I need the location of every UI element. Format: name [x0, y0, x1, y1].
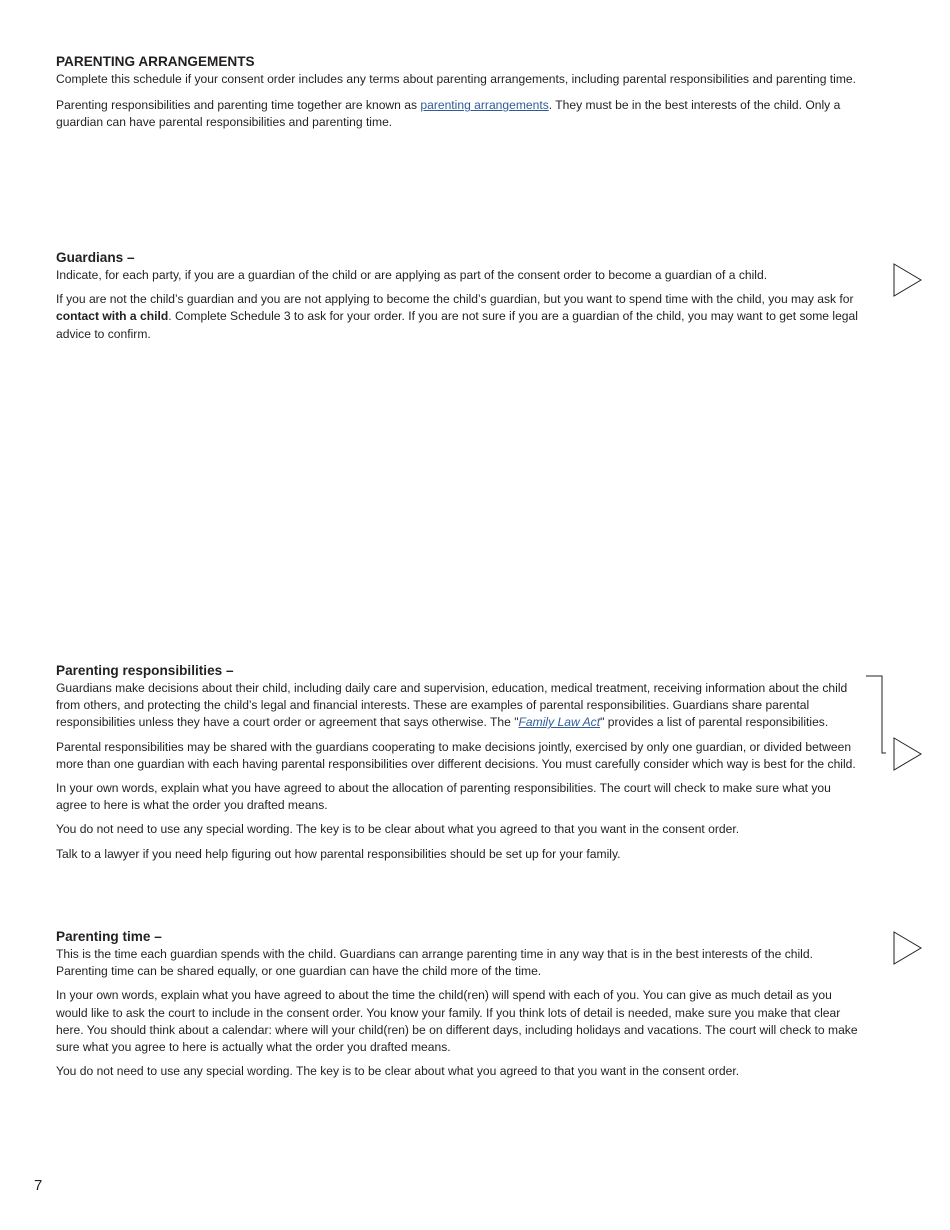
parenting-responsibilities-arrow-icon[interactable] [893, 737, 923, 771]
contact-with-child-term: contact with a child [56, 309, 169, 324]
parenting-time-heading: Parenting time – [56, 929, 162, 944]
parenting-responsibilities-heading: Parenting responsibilities – [56, 663, 234, 678]
parenting-responsibilities-p4: You do not need to use any special wording. The key is to be clear about what you agreed to that you want in the consent order. [56, 822, 740, 837]
guardians-heading: Guardians – [56, 250, 135, 265]
parenting-time-p3: You do not need to use any special wording. The key is to be clear about what you agreed to that you want in the consent order. [56, 1064, 740, 1079]
parenting-arrangements-section [56, 53, 864, 139]
parenting-arrangements-intro: Complete this schedule if your consent order includes any terms about parenting arrangements, including parental responsibilities and parenting time. [56, 72, 856, 86]
page-number: 7 [34, 1177, 43, 1194]
parenting-time-p2: In your own words, explain what you have agreed to about the time the child(ren) will spend with each of you. You can give as much detail as you would like to ask the court to include in the consent order. You know your family. If you think lots of detail is needed, make sure you make that clear here. You should think about a calendar: where will your child(ren) be on different days, including holidays and vacations. The court will check to make sure what you agree to here is actually what the order you drafted means. [56, 988, 858, 1055]
parenting-time-arrow-icon[interactable] [893, 931, 923, 965]
parenting-time-section [56, 928, 864, 1087]
guardians-section [56, 249, 864, 350]
parenting-responsibilities-p3: In your own words, explain what you have agreed to about the allocation of parenting responsibilities. The court will check to make sure what you agree to here is what the order you drafted means. [56, 781, 831, 813]
parenting-responsibilities-p2: Parental responsibilities may be shared with the guardians cooperating to make decisions jointly, exercised by only one guardian, or divided between more than one guardian with each having parental responsibilities over different decisions. You must carefully consider which way is best for the child. [56, 739, 856, 771]
parenting-responsibilities-p5: Talk to a lawyer if you need help figuring out how parental responsibilities should be set up for your family. [56, 846, 621, 861]
parenting-responsibilities-p1: Guardians make decisions about their child, including daily care and supervision, education, medical treatment, receiving information about the child from others, and protecting the child’s legal and financial interests. These are examples of parental responsibilities. Guardians share parental responsibilities unless they have a court order or agreement that says otherwise. The "Family Law Act" provides a list of parental responsibilities. [56, 681, 848, 730]
parenting-arrangements-definition: Parenting responsibilities and parenting time together are known as parenting arrangements. They must be in the best interests of the child. Only a guardian can have parental responsibilities and parenting time. [56, 98, 841, 130]
parenting-arrangements-link[interactable]: parenting arrangements [420, 98, 549, 113]
guardians-contact-note: If you are not the child’s guardian and you are not applying to become the child’s guardian, but you want to spend time with the child, you may ask for contact with a child. Complete Schedule 3 to ask for your order. If you are not sure if you are a guardian of the child, you may want to get some legal advice to confirm. [56, 292, 858, 341]
bracket-connector-icon [864, 675, 886, 755]
family-law-act-link[interactable]: Family Law Act [518, 715, 601, 730]
guardians-arrow-icon[interactable] [893, 263, 923, 297]
guardians-instruction: Indicate, for each party, if you are a guardian of the child or are applying as part of the consent order to become a guardian of a child. [56, 268, 768, 282]
parenting-responsibilities-section [56, 662, 864, 870]
parenting-time-p1: This is the time each guardian spends with the child. Guardians can arrange parenting time in any way that is in the best interests of the child. Parenting time can be shared equally, or one guardian can have the child more of the time. [56, 947, 813, 979]
parenting-arrangements-heading: PARENTING ARRANGEMENTS [56, 54, 255, 69]
